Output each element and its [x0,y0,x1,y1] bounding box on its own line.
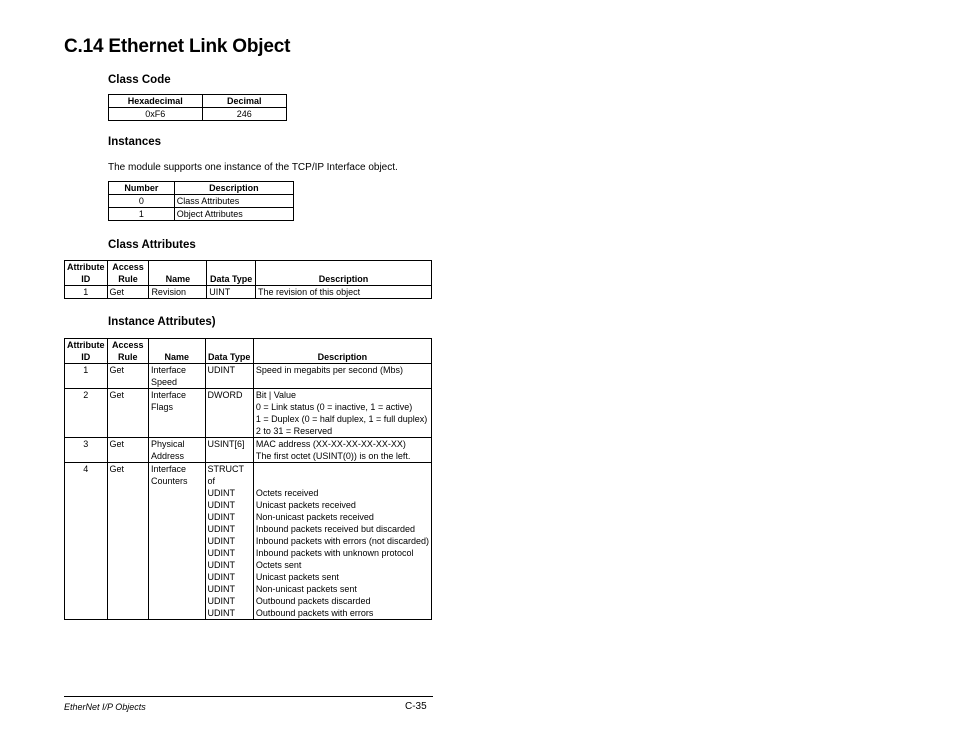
cell-line: Octets received [255,488,319,498]
table-header-cell: Name [149,261,207,286]
cell-line: Physical [151,439,185,449]
table-header-cell: Name [149,339,206,364]
cell-line: UDINT [207,536,236,546]
table-cell: 1 [109,208,175,221]
instances-heading: Instances [108,136,162,148]
table-cell: 0xF6 [109,108,203,121]
header-line: Access [112,262,144,272]
header-line: Attribute [67,262,105,272]
cell-line: UDINT [207,560,236,570]
table-cell: UINT [207,286,256,299]
table-cell [253,463,431,620]
instance-attributes-heading: Instance Attributes) [108,316,216,328]
cell-line: UDINT [207,512,236,522]
page-title: C.14 Ethernet Link Object [64,36,291,57]
table-cell [149,364,206,389]
cell-line: USINT[6] [207,439,245,449]
table-header-cell: Description [256,261,432,286]
cell-line: UDINT [207,596,236,606]
cell-line: UDINT [207,488,236,498]
cell-line: UDINT [207,584,236,594]
header-line: Rule [118,274,138,284]
cell-line: UDINT [207,500,236,510]
cell-line: 1 = Duplex (0 = half duplex, 1 = full duplex) [255,414,428,424]
cell-line: The first octet (USINT(0)) is on the left. [255,451,411,461]
cell-line: Address [151,451,185,461]
table-cell [205,463,253,620]
table-cell [205,364,253,389]
cell-line: Non-unicast packets sent [255,584,357,594]
table-header-cell: Description [253,339,431,364]
cell-line: UDINT [207,548,236,558]
table-cell [253,364,431,389]
table-row [109,195,294,208]
table-header-row [109,95,287,108]
table-cell: Object Attributes [174,208,293,221]
cell-line: of [207,476,216,486]
cell-line: Speed [151,377,178,387]
table-row [65,286,432,299]
class-attributes-heading: Class Attributes [108,239,196,251]
cell-line: Interface [151,464,187,474]
table-header-cell [65,261,108,286]
cell-line: Octets sent [255,560,302,570]
cell-line: Counters [151,476,188,486]
cell-line: Inbound packets with unknown protocol [255,548,414,558]
cell-line: 0 = Link status (0 = inactive, 1 = active) [255,402,413,412]
footer-section-title: EtherNet I/P Objects [64,702,146,712]
class-code-heading: Class Code [108,74,171,86]
table-row [65,438,432,463]
table-cell: Revision [149,286,207,299]
table-header-row [109,182,294,195]
table-header-cell: Hexadecimal [109,95,203,108]
table-cell: Get [107,286,149,299]
table-row [109,208,294,221]
table-cell: 1 [65,364,108,389]
cell-line: Interface [151,390,187,400]
cell-line: UDINT [207,365,236,375]
cell-line: Interface [151,365,187,375]
header-line: Access [111,340,144,350]
table-header-cell: Number [109,182,175,195]
table-cell: Class Attributes [174,195,293,208]
table-cell: The revision of this object [256,286,432,299]
table-row [65,389,432,438]
table-cell: 0 [109,195,175,208]
table-header-cell: Data Type [207,261,256,286]
table-row [109,108,287,121]
table-header-cell [107,261,149,286]
cell-line: Inbound packets with errors (not discarded) [255,536,429,546]
cell-line: Non-unicast packets received [255,512,374,522]
cell-line [256,463,429,475]
cell-line: STRUCT [207,464,245,474]
table-cell: Get [107,463,149,620]
table-header-cell: Decimal [202,95,286,108]
table-cell [253,438,431,463]
table-header-cell: Description [174,182,293,195]
instances-table [108,181,294,221]
table-cell: 246 [202,108,286,121]
table-cell [205,389,253,438]
footer-divider [64,696,433,697]
header-line: ID [81,274,91,284]
cell-line: Unicast packets sent [255,572,339,582]
instance-attributes-table [64,338,432,620]
cell-line: Unicast packets received [255,500,356,510]
cell-line: Outbound packets discarded [255,596,371,606]
cell-line: UDINT [207,572,236,582]
table-header-cell: Data Type [205,339,253,364]
header-line: Rule [117,352,138,362]
class-attributes-table [64,260,432,299]
table-cell [253,389,431,438]
class-code-table [108,94,287,121]
table-cell: Get [107,364,149,389]
cell-line [256,475,429,487]
table-cell: Get [107,389,149,438]
footer-page-number: C-35 [405,701,427,712]
table-header-cell [65,339,108,364]
cell-line: MAC address (XX-XX-XX-XX-XX-XX) [255,439,406,449]
cell-line: UDINT [207,524,236,534]
table-cell: 1 [65,286,108,299]
table-header-row [65,339,432,364]
cell-line: UDINT [207,608,236,618]
cell-line: Speed in megabits per second (Mbs) [255,365,403,375]
table-cell: 2 [65,389,108,438]
cell-line: Flags [151,402,174,412]
instances-text: The module supports one instance of the TCP/IP Interface object. [108,162,398,173]
table-cell [149,438,206,463]
table-cell: Get [107,438,149,463]
table-cell [149,389,206,438]
header-line: Attribute [67,340,105,350]
cell-line: Outbound packets with errors [255,608,374,618]
table-row [65,463,432,620]
table-header-row [65,261,432,286]
table-header-cell [107,339,149,364]
header-line: ID [81,352,91,362]
cell-line: DWORD [207,390,243,400]
cell-line: 2 to 31 = Reserved [255,426,333,436]
cell-line: Inbound packets received but discarded [255,524,415,534]
table-cell [205,438,253,463]
table-row [65,364,432,389]
table-cell: 4 [65,463,108,620]
table-cell: 3 [65,438,108,463]
cell-line: Bit | Value [255,390,297,400]
table-cell [149,463,206,620]
